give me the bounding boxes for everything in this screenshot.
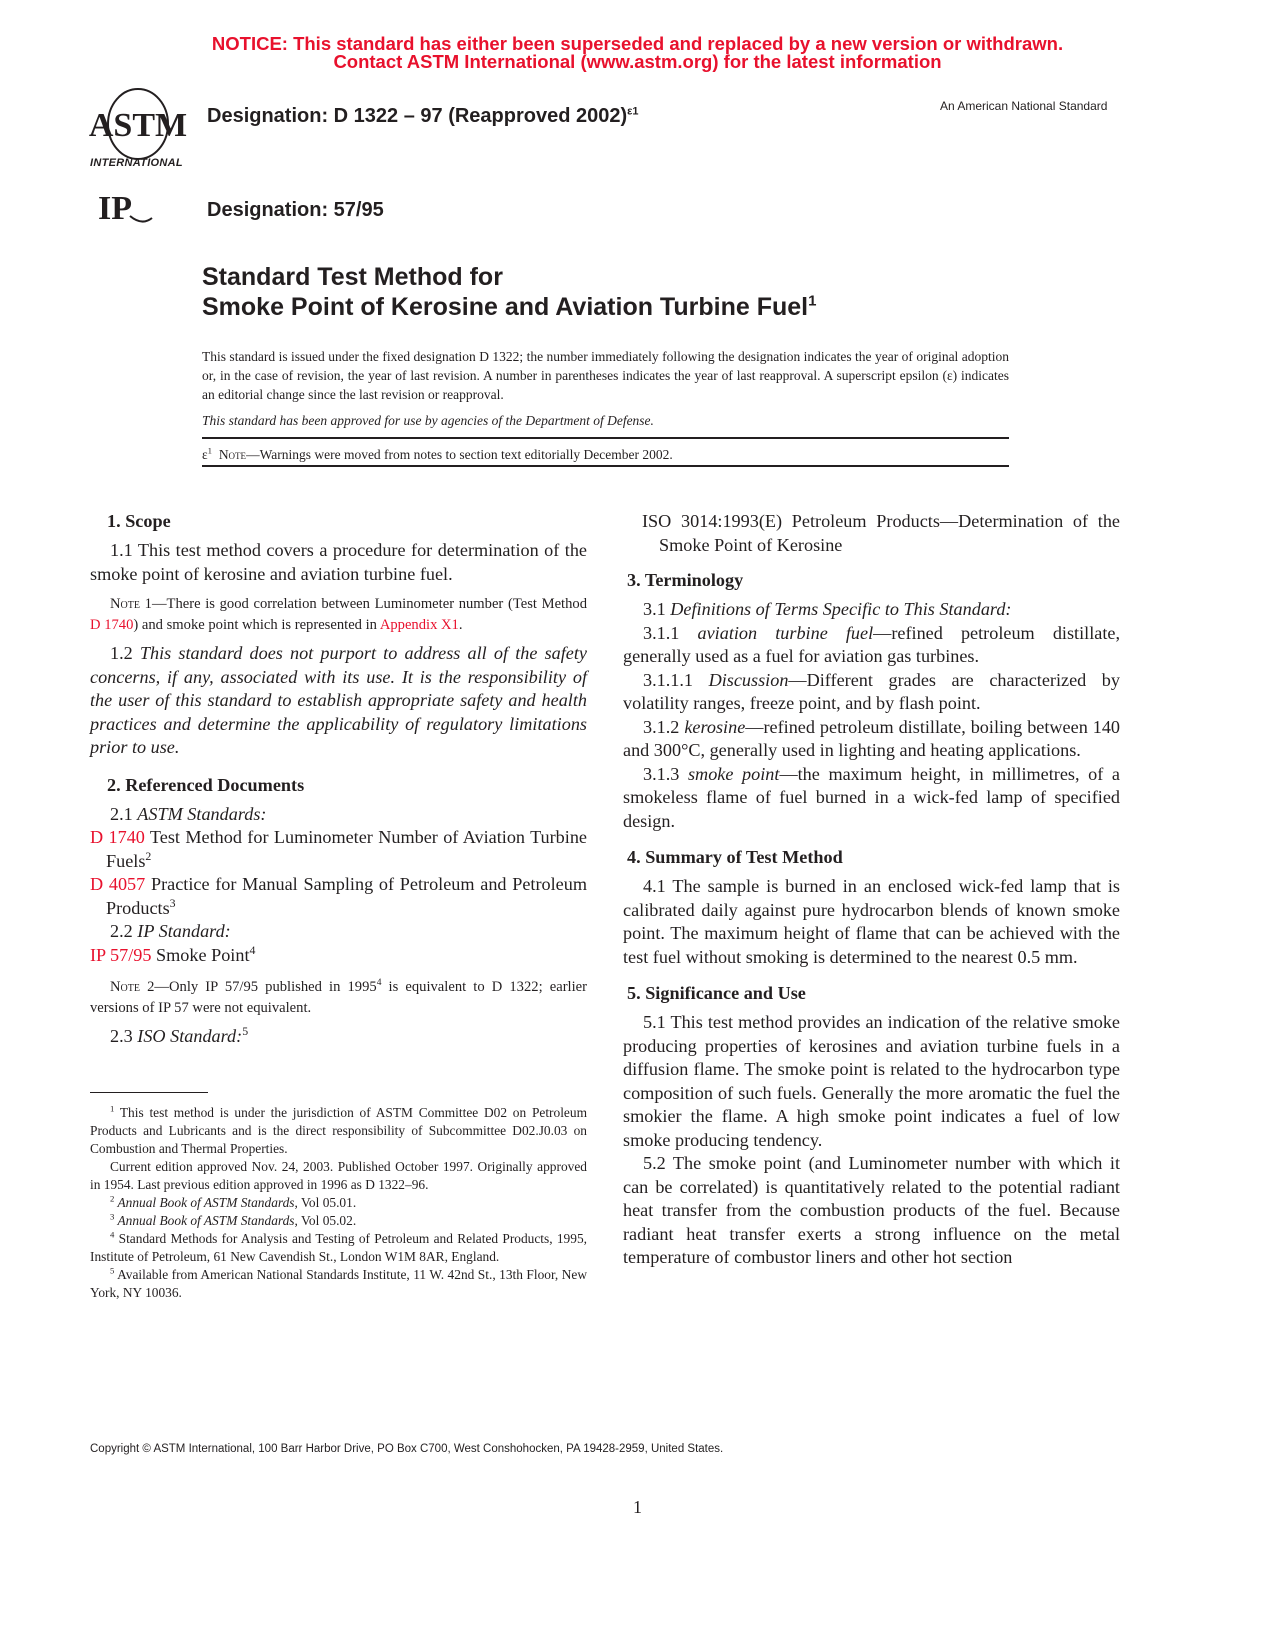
astm-logo-text: ASTM xyxy=(88,107,188,144)
editorial-note: $\varepsilon^1$ Note—Warnings were moved from notes to section text editorially December 2002. xyxy=(202,445,673,462)
footnote-4: $^4$ Standard Methods for Analysis and Testing of Petroleum and Related Products, 1995, Institute of Petroleum, 61 New Cavendish St., London W1M 8AR, England. xyxy=(90,1229,587,1264)
footnote-1: $^1$ This test method is under the jurisdiction of ASTM Committee D02 on Petroleum Products and Lubricants and is the direct responsibility of Subcommittee D02.J0.03 on Combustion and Thermal Properties. xyxy=(90,1103,587,1156)
note-1: Note 1—There is good correlation between Luminometer number (Test Method D 1740) and smoke point which is represented in Appendix X1. xyxy=(90,596,587,633)
footnote-rule xyxy=(90,1092,208,1093)
intro-rule-bottom xyxy=(202,465,1009,467)
copyright-footer: Copyright © ASTM International, 100 Barr Harbor Drive, PO Box C700, West Conshohocken, PA 19428-2959, United States. xyxy=(90,1443,724,1455)
footnotes xyxy=(90,1104,587,1302)
link-ref-d1740[interactable]: D 1740 xyxy=(90,827,145,847)
link-ref-ip57[interactable]: IP 57/95 xyxy=(90,944,152,965)
designation: Designation: D 1322 – 97 (Reapproved 2002)$^{\varepsilon 1}$ xyxy=(207,105,639,127)
paragraph-3-1: 3.1 Definitions of Terms Specific to This Standard: xyxy=(643,599,1012,619)
footnote-5: $^5$ Available from American National Standards Institute, 11 W. 42nd St., 13th Floor, New York, NY 10036. xyxy=(90,1265,587,1300)
paragraph-3-1-3: 3.1.3 smoke point—the maximum height, in millimetres, of a smokeless flame of fuel burned in a wick-fed lamp of specified design. xyxy=(623,763,1120,831)
footnote-2: $^2$ Annual Book of ASTM Standards, Vol 05.01. xyxy=(110,1193,357,1210)
paragraph-3-1-1: 3.1.1 aviation turbine fuel—refined petroleum distillate, generally used as a fuel for aviation gas turbines. xyxy=(623,622,1120,666)
footnote-3: $^3$ Annual Book of ASTM Standards, Vol 05.02. xyxy=(110,1211,357,1228)
paragraph-1-1: 1.1 This test method covers a procedure for determination of the smoke point of kerosine and aviation turbine fuel. xyxy=(90,540,587,584)
ip-logo: IP xyxy=(98,190,158,230)
paragraph-5-1: 5.1 This test method provides an indication of the relative smoke producing properties of kerosines and aviation turbine fuels in a diffusion flame. The smoke point is related to the hydrocarbon type composition of such fuels. Generally the more aromatic the fuel the smokier the flame. A high smoke point indicates a fuel of low smoke producing tendency. xyxy=(623,1012,1120,1150)
section-2-heading: 2. Referenced Documents xyxy=(107,774,305,795)
paragraph-3-1-2: 3.1.2 kerosine—refined petroleum distillate, boiling between 140 and 300°C, generally used in lighting and heating applications. xyxy=(623,716,1121,760)
right-column xyxy=(623,510,1120,1270)
footnote-1-edition: Current edition approved Nov. 24, 2003. Published October 1997. Originally approved in 1954. Last previous edition approved in 1996 as D 1322–96. xyxy=(90,1159,587,1192)
link-appendix-x1[interactable]: Appendix X1 xyxy=(379,616,459,633)
international-label: INTERNATIONAL xyxy=(90,157,183,169)
left-column xyxy=(90,510,587,1049)
epsilon-mark: ε1 xyxy=(627,105,639,118)
paragraph-2-3: 2.3 ISO Standard:$^5$ xyxy=(110,1023,249,1046)
issuance-statement: This standard is issued under the fixed designation D 1322; the number immediately following the designation indicates the year of original adoption or, in the case of revision, the year of last revision. A number in parentheses indicates the year of last reapproval. A superscript epsilon (ε) indicates an editorial change since the last revision or reapproval. xyxy=(202,349,1009,402)
reference-d4057: D 4057 Practice for Manual Sampling of Petroleum and Petroleum Products$^3$ xyxy=(90,874,587,918)
paragraph-2-2: 2.2 IP Standard: xyxy=(110,921,231,941)
ip-designation: Designation: 57/95 xyxy=(207,199,384,221)
dod-approval-statement: This standard has been approved for use by agencies of the Department of Defense. xyxy=(202,413,654,428)
page-number: 1 xyxy=(633,1497,642,1517)
paragraph-3-1-1-1: 3.1.1.1 Discussion—Different grades are characterized by volatility ranges, freeze point, and by flash point. xyxy=(623,669,1120,713)
reference-d1740: D 1740 Test Method for Luminometer Number of Aviation Turbine Fuels$^2$ xyxy=(90,827,587,871)
note-2: Note 2—Only IP 57/95 published in 1995$^4$ is equivalent to D 1322; earlier versions of IP 57 were not equivalent. xyxy=(90,978,587,1016)
section-1-heading: 1. Scope xyxy=(107,511,171,531)
section-3-heading: 3. Terminology xyxy=(627,570,744,590)
title-line-1: Standard Test Method for xyxy=(202,263,503,291)
section-4-heading: 4. Summary of Test Method xyxy=(627,847,843,867)
paragraph-4-1: 4.1 The sample is burned in an enclosed wick-fed lamp that is calibrated daily against pure hydrocarbon blends of known smoke point. The maximum height of flame that can be achieved with the test fuel without smoking is determined to the nearest 0.5 mm. xyxy=(623,876,1120,967)
reference-ip57: IP 57/95 Smoke Point$^4$ xyxy=(90,942,256,965)
paragraph-5-2: 5.2 The smoke point (and Luminometer number with which it can be correlated) is quantitatively related to the potential radiant heat transfer from the combustion products of the fuel. Because radiant heat transfer exerts a strong influence on the metal temperature of combustor liners and other hot section xyxy=(623,1153,1120,1267)
paragraph-1-2: 1.2 This standard does not purport to address all of the safety concerns, if any, associated with its use. It is the responsibility of the user of this standard to establish appropriate safety and health practices and determine the applicability of regulatory limitations prior to use. xyxy=(90,643,587,757)
intro-rule-top xyxy=(202,437,1009,439)
astm-international-logo xyxy=(88,84,192,176)
withdrawal-notice-line-2: Contact ASTM International (www.astm.org) for the latest information xyxy=(333,51,942,72)
link-d1740[interactable]: D 1740 xyxy=(90,616,134,633)
reference-iso3014: ISO 3014:1993(E) Petroleum Products—Determination of the Smoke Point of Kerosine xyxy=(642,511,1120,555)
withdrawal-notice-line-1: NOTICE: This standard has either been superseded and replaced by a new version or withdrawn. xyxy=(211,33,1064,54)
section-5-heading: 5. Significance and Use xyxy=(627,983,806,1003)
national-standard-label: An American National Standard xyxy=(940,99,1108,113)
paragraph-2-1: 2.1 ASTM Standards: xyxy=(110,803,267,824)
title-line-2: Smoke Point of Kerosine and Aviation Turbine Fuel$^1$ xyxy=(202,292,817,321)
link-ref-d4057[interactable]: D 4057 xyxy=(90,874,146,894)
